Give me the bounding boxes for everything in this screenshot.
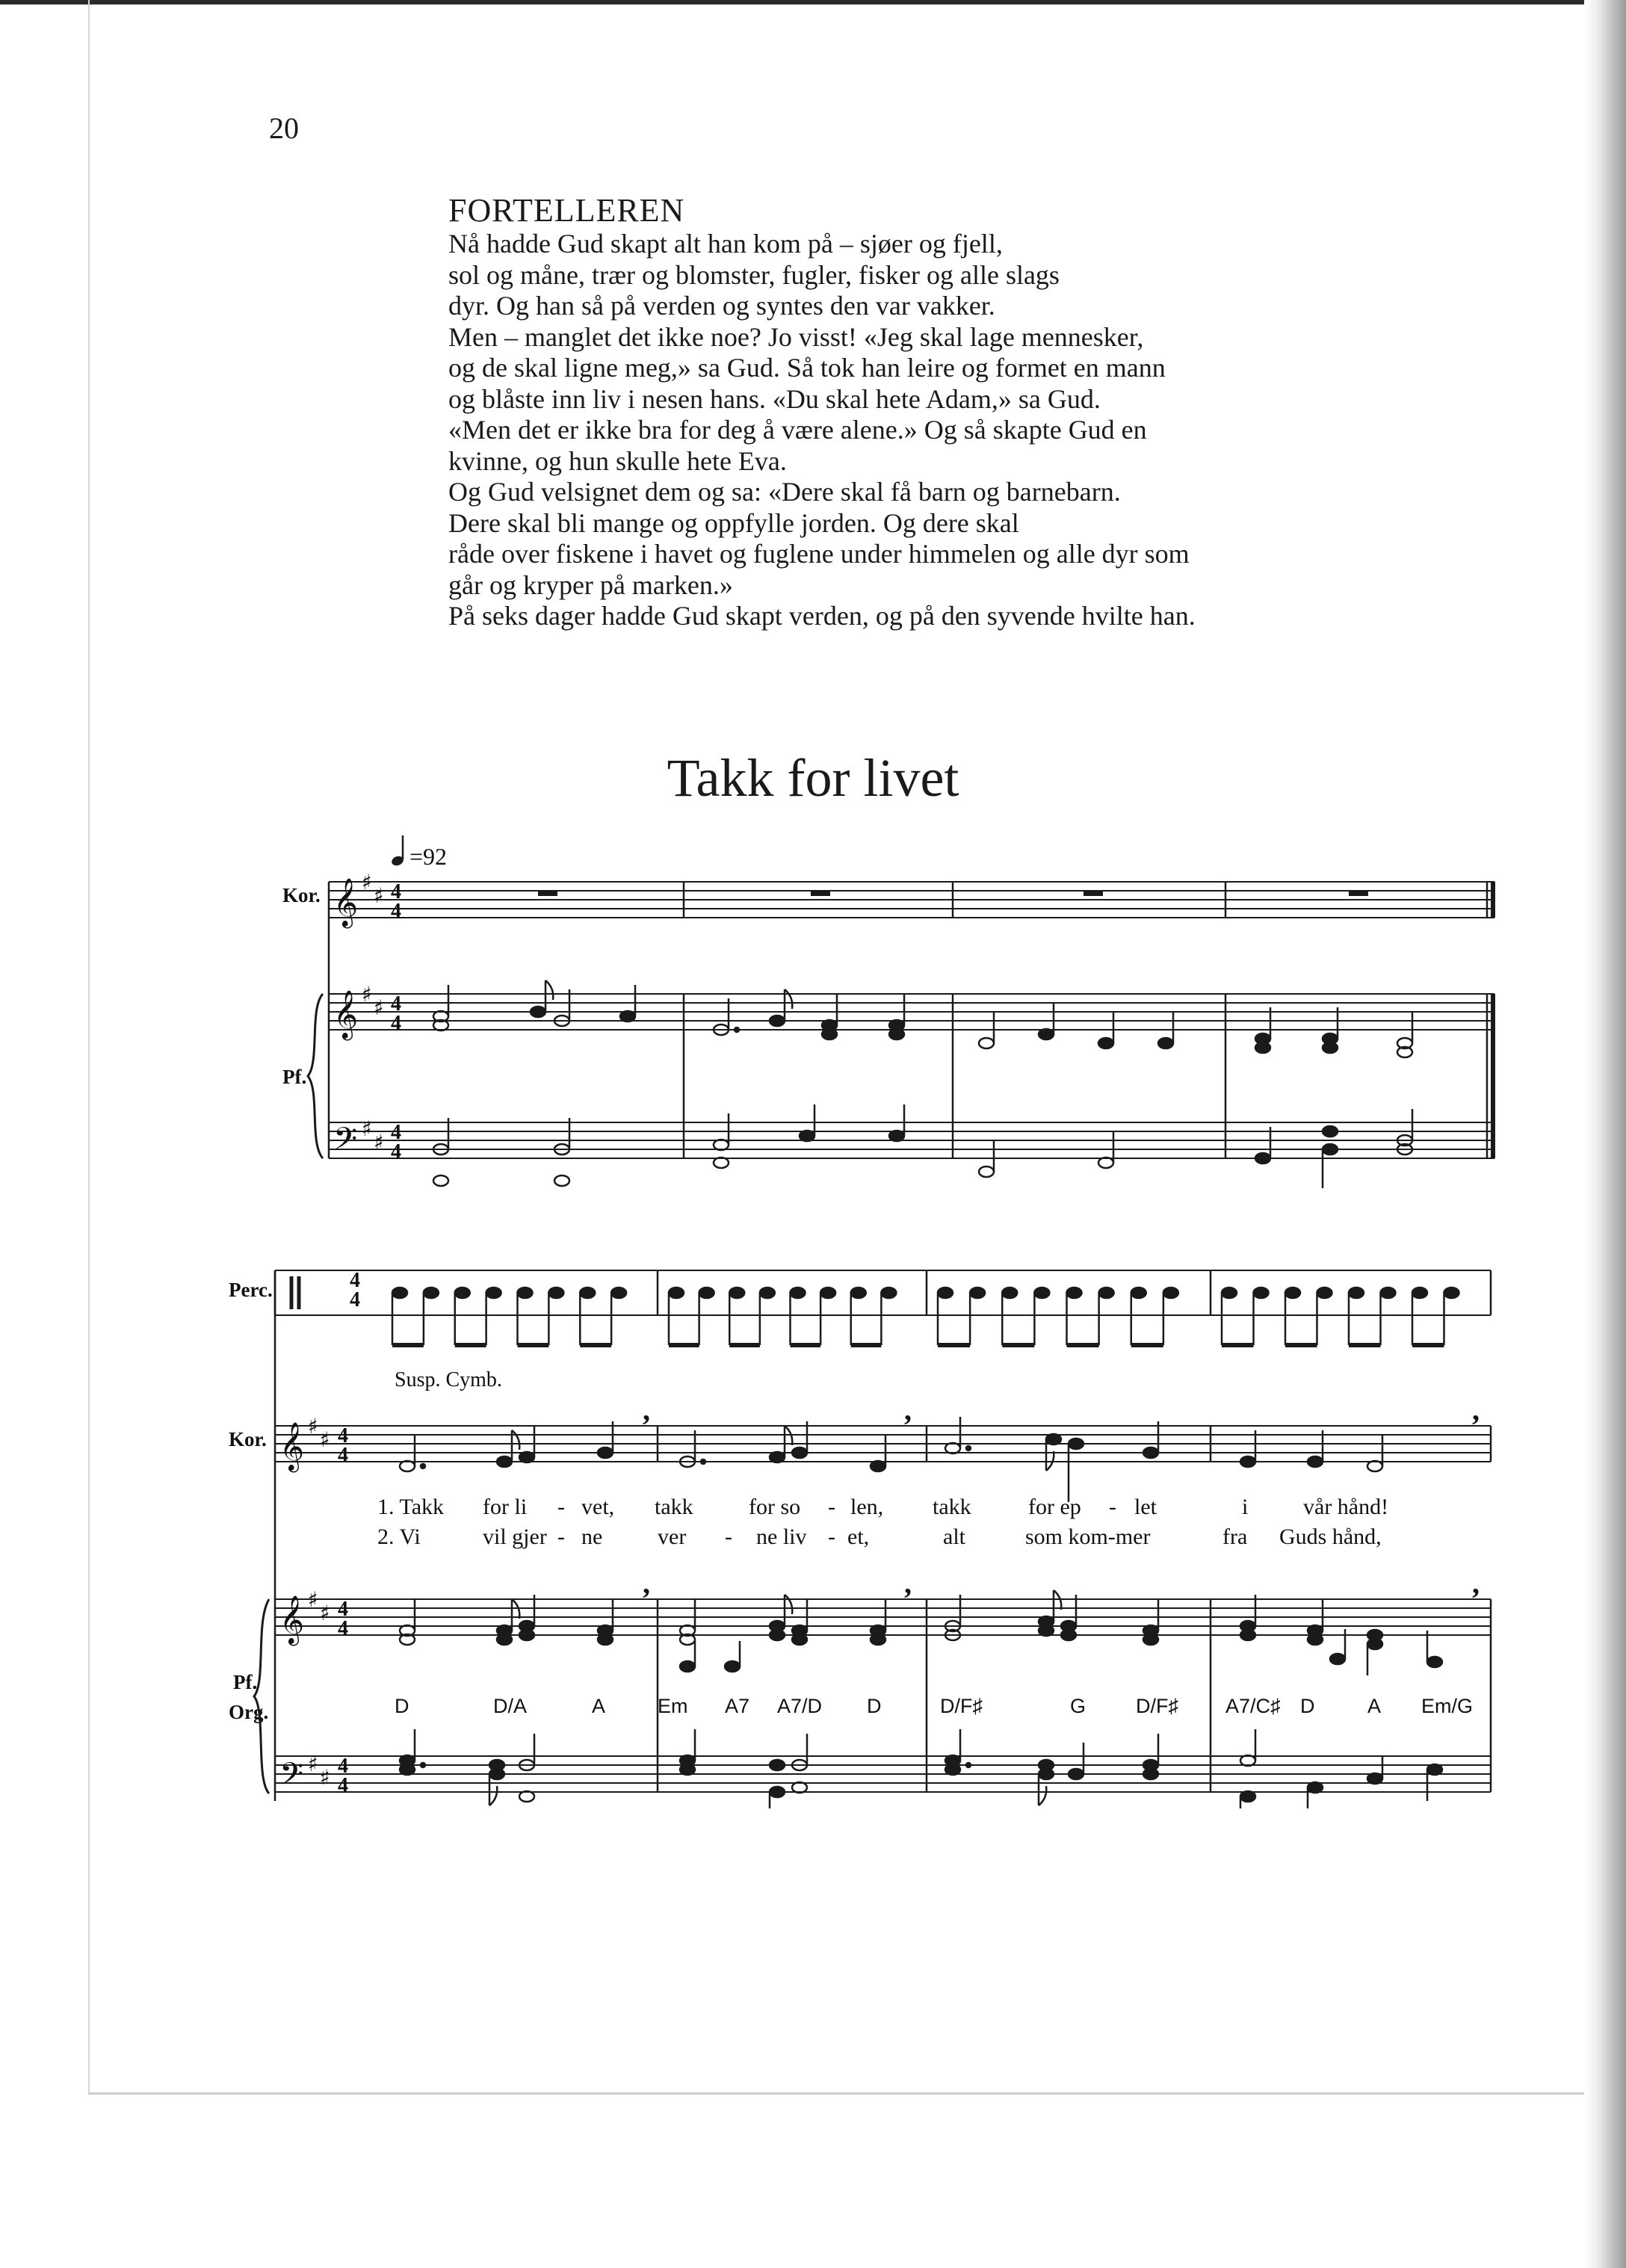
time-signature: 4 <box>338 1755 348 1778</box>
sharp-icon: ♯ <box>320 1601 330 1625</box>
tempo-text: =92 <box>409 843 448 870</box>
label-piano: Pf. <box>282 1066 307 1088</box>
label-percussion: Perc. <box>229 1279 273 1301</box>
lyric-syllable: - <box>557 1495 565 1519</box>
piano-brace-2 <box>254 1599 269 1793</box>
svg-text:,: , <box>643 1393 650 1427</box>
svg-text:,: , <box>1472 1566 1480 1600</box>
sharp-icon: ♯ <box>362 982 372 1007</box>
percussion-note <box>486 1288 501 1298</box>
chord-symbol: Em/G <box>1421 1695 1474 1717</box>
lyric-syllable: fra <box>1222 1524 1248 1549</box>
chord-symbol: G <box>1070 1695 1086 1717</box>
percussion-note <box>1131 1288 1146 1298</box>
svg-text:,: , <box>643 1566 650 1600</box>
time-signature: 4 <box>391 992 401 1016</box>
percussion-note <box>760 1288 775 1298</box>
chord-symbols <box>395 1695 1473 1717</box>
percussion-note <box>669 1288 684 1298</box>
sharp-icon: ♯ <box>374 1130 384 1155</box>
percussion-note <box>1002 1288 1017 1298</box>
time-signature: 4 <box>391 900 401 923</box>
piano-brace <box>308 994 323 1158</box>
sharp-icon: ♯ <box>308 1414 318 1439</box>
lyric-syllable: for so <box>749 1495 801 1519</box>
percussion-note <box>548 1288 563 1298</box>
time-signature: 4 <box>338 1774 348 1797</box>
percussion-note <box>455 1288 470 1298</box>
time-signature: 4 <box>338 1617 348 1640</box>
label-piano-2: Pf. <box>233 1671 258 1693</box>
time-signature: 4 <box>391 1121 401 1144</box>
lyric-syllable: - <box>828 1524 835 1549</box>
chord-symbol: A7 <box>725 1695 750 1717</box>
sharp-icon: ♯ <box>362 1116 372 1141</box>
percussion-note <box>611 1288 626 1298</box>
sharp-icon: ♯ <box>374 995 384 1020</box>
lyric-syllable: ne liv <box>756 1524 807 1549</box>
time-signature: 4 <box>350 1288 360 1311</box>
percussion-note <box>1412 1288 1427 1298</box>
narrator-heading: FORTELLEREN <box>448 192 685 229</box>
percussion-note <box>881 1288 896 1298</box>
sharp-icon: ♯ <box>308 1587 318 1612</box>
lyric-syllable: Guds hånd, <box>1279 1524 1382 1549</box>
lyric-syllable: 1. Takk <box>377 1495 445 1519</box>
narrator-line: Men – manglet det ikke noe? Jo visst! «Jeg skal lage mennesker, <box>448 321 1144 352</box>
piano-treble-notes-1 <box>433 980 1412 1057</box>
sharp-icon: ♯ <box>320 1427 330 1452</box>
lyric-syllable: vet, <box>581 1495 615 1519</box>
percussion-note <box>729 1288 744 1298</box>
chord-symbol: A <box>1367 1695 1382 1717</box>
chord-symbol: D <box>867 1695 882 1717</box>
chord-symbol: A <box>592 1695 606 1717</box>
staff-choir-2 <box>275 1426 1491 1462</box>
narrator-line: «Men det er ikke bra for deg å være alene.» Og så skapte Gud en <box>448 415 1147 445</box>
song-title: Takk for livet <box>667 748 959 808</box>
chord-symbol: D <box>1300 1695 1315 1717</box>
staff-choir-1 <box>329 882 1494 918</box>
lyric-syllable: i <box>1242 1495 1249 1519</box>
narrator-line: Og Gud velsignet dem og sa: «Dere skal få barn og barnebarn. <box>448 477 1121 507</box>
lyric-syllable: et, <box>847 1524 870 1549</box>
percussion-note <box>1317 1288 1332 1298</box>
svg-text:,: , <box>904 1393 912 1427</box>
treble-clef-icon: 𝄞 <box>279 1595 305 1644</box>
narrator-line: dyr. Og han så på verden og syntes den var vakker. <box>448 291 995 321</box>
narrator-line: På seks dager hadde Gud skapt verden, og på den syvende hvilte han. <box>448 601 1196 631</box>
lyric-syllable: takk <box>933 1495 971 1519</box>
percussion-note <box>1067 1288 1082 1298</box>
time-signature: 4 <box>391 1012 401 1035</box>
lyric-syllable: alt <box>943 1524 965 1549</box>
lyric-syllable: for li <box>483 1495 528 1519</box>
chord-symbol: D/F♯ <box>1136 1695 1178 1717</box>
label-choir: Kor. <box>282 884 321 906</box>
label-choir-2: Kor. <box>229 1428 267 1450</box>
piano-treble-notes-2 <box>400 1590 1442 1675</box>
narrator-line: og de skal ligne meg,» sa Gud. Så tok han leire og formet en mann <box>448 353 1166 383</box>
tempo-mark <box>390 835 447 870</box>
lyric-syllable: - <box>725 1524 732 1549</box>
percussion-note <box>791 1288 806 1298</box>
lyric-syllable: - <box>828 1495 835 1519</box>
narrator-line: sol og måne, trær og blomster, fugler, fisker og alle slags <box>448 259 1060 290</box>
staff-piano-bass-1 <box>329 1122 1494 1158</box>
percussion-note <box>1285 1288 1300 1298</box>
narrator-line: Dere skal bli mange og oppfylle jorden. Og dere skal <box>448 507 1019 538</box>
treble-clef-icon: 𝄞 <box>279 1422 305 1471</box>
label-organ: Org. <box>229 1701 269 1723</box>
chord-symbol: D <box>395 1695 409 1717</box>
time-signature: 4 <box>338 1598 348 1621</box>
percussion-note <box>938 1288 953 1298</box>
sharp-icon: ♯ <box>320 1765 330 1790</box>
lyric-syllable: vil gjer <box>483 1524 547 1549</box>
narrator-line: og blåste inn liv i nesen hans. «Du skal hete Adam,» sa Gud. <box>448 383 1101 414</box>
narrator-line: råde over fiskene i havet og fuglene under himmelen og alle dyr som <box>448 539 1190 569</box>
percussion-note <box>1163 1288 1178 1298</box>
lyric-syllable: for ep <box>1028 1495 1081 1519</box>
percussion-note <box>851 1288 866 1298</box>
chord-symbol: A7/C♯ <box>1225 1695 1281 1717</box>
svg-text:,: , <box>1472 1393 1480 1427</box>
sharp-icon: ♯ <box>362 870 372 894</box>
lyric-syllable: let <box>1134 1495 1157 1519</box>
percussion-instruction: Susp. Cymb. <box>395 1368 502 1391</box>
bass-clef-icon: 𝄢 <box>333 1121 358 1164</box>
percussion-note <box>1381 1288 1396 1298</box>
chord-symbol: Em <box>658 1695 688 1717</box>
lyric-syllable: ver <box>658 1524 687 1549</box>
chord-symbol: D/F♯ <box>940 1695 983 1717</box>
narrator-line: Nå hadde Gud skapt alt han kom på – sjøer og fjell, <box>448 229 1003 259</box>
time-signature: 4 <box>391 1140 401 1164</box>
percussion-note <box>699 1288 714 1298</box>
treble-clef-icon: 𝄞 <box>333 990 359 1039</box>
choir-melody <box>400 1417 1382 1502</box>
percussion-note <box>1222 1288 1237 1298</box>
percussion-note <box>820 1288 835 1298</box>
time-signature: 4 <box>338 1444 348 1467</box>
lyrics <box>377 1495 1388 1549</box>
staff-piano-treble-1 <box>329 994 1494 1030</box>
percussion-note <box>392 1288 407 1298</box>
lyric-syllable: vår hånd! <box>1303 1495 1389 1519</box>
sharp-icon: ♯ <box>374 883 384 908</box>
narrator-line: kvinne, og hun skulle hete Eva. <box>448 445 787 476</box>
sharp-icon: ♯ <box>308 1752 318 1776</box>
time-signature: 4 <box>391 880 401 903</box>
percussion-note <box>1099 1288 1114 1298</box>
piano-bass-notes-2 <box>400 1729 1442 1808</box>
bass-clef-icon: 𝄢 <box>279 1756 304 1799</box>
piano-bass-notes-1 <box>433 1104 1412 1188</box>
percussion-note <box>970 1288 985 1298</box>
page-number: 20 <box>269 111 299 145</box>
chord-symbol: A7/D <box>777 1695 823 1717</box>
percussion-note <box>580 1288 595 1298</box>
narrator-line: går og kryper på marken.» <box>448 569 733 600</box>
percussion-note <box>424 1288 439 1298</box>
percussion-note <box>1444 1288 1459 1298</box>
lyric-syllable: som kom-mer <box>1025 1524 1151 1549</box>
lyric-syllable: ne <box>581 1524 603 1549</box>
time-signature: 4 <box>350 1269 360 1292</box>
percussion-note <box>1254 1288 1269 1298</box>
lyric-syllable: len, <box>850 1495 884 1519</box>
lyric-syllable: - <box>1109 1495 1116 1519</box>
chord-symbol: D/A <box>493 1695 528 1717</box>
time-signature: 4 <box>338 1424 348 1447</box>
lyric-syllable: - <box>557 1524 565 1549</box>
percussion-note <box>1349 1288 1364 1298</box>
lyric-syllable: takk <box>655 1495 693 1519</box>
svg-text:,: , <box>904 1566 912 1600</box>
percussion-note <box>1034 1288 1049 1298</box>
lyric-syllable: 2. Vi <box>377 1524 421 1549</box>
treble-clef-icon: 𝄞 <box>333 878 359 927</box>
percussion-note <box>518 1288 533 1298</box>
